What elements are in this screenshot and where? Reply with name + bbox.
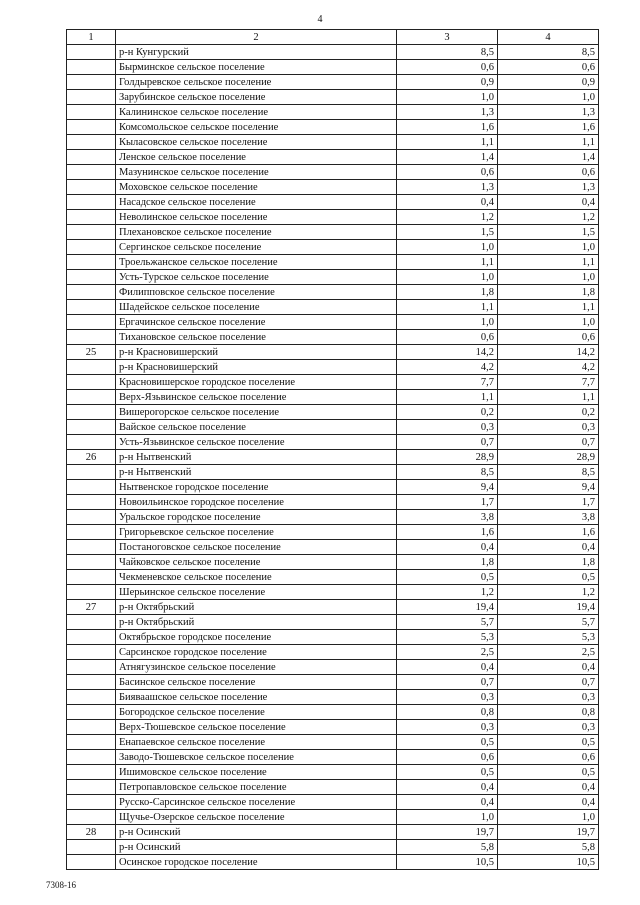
row-value-col3-cell: 10,5 [397, 855, 498, 870]
row-value-col3-cell: 1,2 [397, 585, 498, 600]
row-number-cell [67, 780, 116, 795]
row-value-col3-cell: 0,7 [397, 435, 498, 450]
row-value-col4-cell: 0,6 [498, 750, 599, 765]
row-value-col3-cell: 19,7 [397, 825, 498, 840]
row-value-col4-cell: 0,5 [498, 765, 599, 780]
table-row [67, 390, 599, 405]
table-row [67, 225, 599, 240]
row-name-cell: Плехановское сельское поселение [116, 225, 397, 240]
row-number-cell [67, 225, 116, 240]
row-number-cell [67, 510, 116, 525]
row-value-col3-cell: 1,1 [397, 255, 498, 270]
row-name-cell: Зарубинское сельское поселение [116, 90, 397, 105]
header-row [67, 30, 599, 45]
row-number-cell [67, 315, 116, 330]
row-number-cell [67, 60, 116, 75]
row-name-cell: Тихановское сельское поселение [116, 330, 397, 345]
row-value-col4-cell: 0,6 [498, 330, 599, 345]
row-value-col3-cell: 5,8 [397, 840, 498, 855]
row-number-cell [67, 285, 116, 300]
row-value-col3-cell: 5,7 [397, 615, 498, 630]
row-name-cell: Насадское сельское поселение [116, 195, 397, 210]
row-name-cell: Шерьинское сельское поселение [116, 585, 397, 600]
row-value-col4-cell: 0,3 [498, 720, 599, 735]
row-name-cell: Троельжанское сельское поселение [116, 255, 397, 270]
row-number-cell [67, 150, 116, 165]
table-row [67, 720, 599, 735]
row-value-col4-cell: 1,1 [498, 390, 599, 405]
row-name-cell: Нытвенское городское поселение [116, 480, 397, 495]
table-row [67, 45, 599, 60]
row-value-col3-cell: 5,3 [397, 630, 498, 645]
row-number-cell [67, 630, 116, 645]
row-number-cell: 25 [67, 345, 116, 360]
row-value-col4-cell: 0,5 [498, 570, 599, 585]
header-col-3: 3 [397, 30, 498, 45]
table-row [67, 840, 599, 855]
row-value-col3-cell: 0,6 [397, 165, 498, 180]
row-name-cell: Голдыревское сельское поселение [116, 75, 397, 90]
table-row [67, 465, 599, 480]
row-name-cell: Калининское сельское поселение [116, 105, 397, 120]
row-name-cell: Григорьевское сельское поселение [116, 525, 397, 540]
header-col-1: 1 [67, 30, 116, 45]
row-value-col3-cell: 0,9 [397, 75, 498, 90]
row-number-cell [67, 420, 116, 435]
row-name-cell: Неволинское сельское поселение [116, 210, 397, 225]
table-row [67, 780, 599, 795]
row-number-cell [67, 45, 116, 60]
row-name-cell: Енапаевское сельское поселение [116, 735, 397, 750]
row-value-col4-cell: 0,3 [498, 690, 599, 705]
table-row [67, 165, 599, 180]
row-value-col4-cell: 0,4 [498, 795, 599, 810]
row-name-cell: р-н Красновишерский [116, 360, 397, 375]
row-value-col4-cell: 0,6 [498, 60, 599, 75]
table-row [67, 825, 599, 840]
row-value-col4-cell: 1,1 [498, 300, 599, 315]
row-value-col4-cell: 5,8 [498, 840, 599, 855]
row-value-col4-cell: 0,7 [498, 435, 599, 450]
row-number-cell [67, 675, 116, 690]
table-row [67, 435, 599, 450]
row-name-cell: Осинское городское поселение [116, 855, 397, 870]
table-row [67, 360, 599, 375]
row-value-col3-cell: 1,1 [397, 135, 498, 150]
row-name-cell: Усть-Турское сельское поселение [116, 270, 397, 285]
row-name-cell: Постаноговское сельское поселение [116, 540, 397, 555]
row-number-cell [67, 540, 116, 555]
header-col-4: 4 [498, 30, 599, 45]
row-name-cell: Чекменевское сельское поселение [116, 570, 397, 585]
row-value-col3-cell: 0,4 [397, 780, 498, 795]
table-row [67, 255, 599, 270]
row-value-col4-cell: 1,4 [498, 150, 599, 165]
row-value-col4-cell: 1,0 [498, 315, 599, 330]
footer-code: 7308-16 [46, 880, 76, 890]
table-row [67, 300, 599, 315]
row-number-cell [67, 135, 116, 150]
row-value-col4-cell: 0,4 [498, 780, 599, 795]
row-name-cell: Сарсинское городское поселение [116, 645, 397, 660]
table-row [67, 660, 599, 675]
row-value-col4-cell: 0,7 [498, 675, 599, 690]
row-name-cell: Чайковское сельское поселение [116, 555, 397, 570]
header-col-2: 2 [116, 30, 397, 45]
row-name-cell: Сергинское сельское поселение [116, 240, 397, 255]
row-value-col4-cell: 3,8 [498, 510, 599, 525]
row-value-col4-cell: 1,5 [498, 225, 599, 240]
row-number-cell [67, 765, 116, 780]
table-row [67, 315, 599, 330]
row-value-col4-cell: 5,7 [498, 615, 599, 630]
row-name-cell: Вишерогорское сельское поселение [116, 405, 397, 420]
row-value-col3-cell: 1,1 [397, 390, 498, 405]
row-value-col3-cell: 1,6 [397, 120, 498, 135]
row-number-cell [67, 690, 116, 705]
row-name-cell: Новоильинское городское поселение [116, 495, 397, 510]
row-value-col3-cell: 0,4 [397, 540, 498, 555]
row-name-cell: Басинское сельское поселение [116, 675, 397, 690]
row-value-col3-cell: 1,8 [397, 285, 498, 300]
row-name-cell: Верх-Тюшевское сельское поселение [116, 720, 397, 735]
row-name-cell: Заводо-Тюшевское сельское поселение [116, 750, 397, 765]
row-number-cell [67, 240, 116, 255]
row-number-cell [67, 270, 116, 285]
table-row [67, 630, 599, 645]
row-name-cell: р-н Кунгурский [116, 45, 397, 60]
row-value-col3-cell: 0,4 [397, 660, 498, 675]
row-name-cell: Мазунинское сельское поселение [116, 165, 397, 180]
table-row [67, 60, 599, 75]
row-number-cell [67, 480, 116, 495]
row-name-cell: Усть-Язьвинское сельское поселение [116, 435, 397, 450]
row-number-cell: 26 [67, 450, 116, 465]
row-value-col4-cell: 4,2 [498, 360, 599, 375]
row-value-col4-cell: 1,3 [498, 105, 599, 120]
row-name-cell: Вайское сельское поселение [116, 420, 397, 435]
row-value-col3-cell: 1,0 [397, 270, 498, 285]
table-row [67, 765, 599, 780]
page-number: 4 [317, 14, 323, 25]
row-value-col3-cell: 0,3 [397, 420, 498, 435]
row-value-col3-cell: 1,7 [397, 495, 498, 510]
table-row [67, 525, 599, 540]
table-row [67, 570, 599, 585]
row-value-col3-cell: 1,8 [397, 555, 498, 570]
row-value-col4-cell: 1,0 [498, 240, 599, 255]
row-name-cell: р-н Октябрьский [116, 615, 397, 630]
row-name-cell: Бырминское сельское поселение [116, 60, 397, 75]
row-value-col3-cell: 14,2 [397, 345, 498, 360]
table-row [67, 375, 599, 390]
table-row [67, 600, 599, 615]
table-row [67, 795, 599, 810]
row-value-col3-cell: 1,6 [397, 525, 498, 540]
row-value-col3-cell: 0,2 [397, 405, 498, 420]
row-name-cell: Русско-Сарсинское сельское поселение [116, 795, 397, 810]
row-name-cell: Октябрьское городское поселение [116, 630, 397, 645]
table-row [67, 105, 599, 120]
row-number-cell [67, 300, 116, 315]
table-row [67, 750, 599, 765]
row-value-col4-cell: 14,2 [498, 345, 599, 360]
row-value-col4-cell: 10,5 [498, 855, 599, 870]
row-value-col3-cell: 1,4 [397, 150, 498, 165]
row-name-cell: Моховское сельское поселение [116, 180, 397, 195]
row-number-cell: 28 [67, 825, 116, 840]
row-number-cell [67, 360, 116, 375]
row-value-col3-cell: 1,5 [397, 225, 498, 240]
row-value-col4-cell: 0,8 [498, 705, 599, 720]
row-name-cell: р-н Нытвенский [116, 465, 397, 480]
row-value-col3-cell: 3,8 [397, 510, 498, 525]
row-value-col4-cell: 0,4 [498, 195, 599, 210]
row-value-col4-cell: 1,1 [498, 135, 599, 150]
row-number-cell [67, 615, 116, 630]
row-name-cell: р-н Осинский [116, 825, 397, 840]
row-value-col4-cell: 8,5 [498, 45, 599, 60]
row-number-cell [67, 840, 116, 855]
row-number-cell [67, 570, 116, 585]
row-name-cell: Ишимовское сельское поселение [116, 765, 397, 780]
row-value-col3-cell: 0,8 [397, 705, 498, 720]
row-value-col4-cell: 1,0 [498, 810, 599, 825]
row-value-col3-cell: 0,5 [397, 735, 498, 750]
row-value-col3-cell: 9,4 [397, 480, 498, 495]
row-number-cell [67, 105, 116, 120]
table-row [67, 810, 599, 825]
row-value-col4-cell: 19,7 [498, 825, 599, 840]
row-value-col4-cell: 1,6 [498, 525, 599, 540]
row-value-col3-cell: 0,3 [397, 690, 498, 705]
table-row [67, 480, 599, 495]
row-value-col3-cell: 28,9 [397, 450, 498, 465]
row-name-cell: р-н Октябрьский [116, 600, 397, 615]
row-name-cell: Шадейское сельское поселение [116, 300, 397, 315]
row-number-cell [67, 195, 116, 210]
table-row [67, 420, 599, 435]
table-row [67, 150, 599, 165]
table-row [67, 240, 599, 255]
table-row [67, 405, 599, 420]
row-number-cell [67, 375, 116, 390]
row-value-col3-cell: 1,1 [397, 300, 498, 315]
row-number-cell [67, 210, 116, 225]
table-row [67, 540, 599, 555]
table-row [67, 585, 599, 600]
table-row [67, 510, 599, 525]
row-value-col3-cell: 8,5 [397, 465, 498, 480]
table-row [67, 330, 599, 345]
row-number-cell [67, 810, 116, 825]
row-number-cell [67, 90, 116, 105]
table-row [67, 690, 599, 705]
row-number-cell [67, 660, 116, 675]
row-value-col3-cell: 2,5 [397, 645, 498, 660]
table-body [67, 45, 599, 870]
row-value-col4-cell: 19,4 [498, 600, 599, 615]
row-number-cell [67, 645, 116, 660]
row-value-col3-cell: 0,3 [397, 720, 498, 735]
row-number-cell [67, 165, 116, 180]
row-value-col3-cell: 0,6 [397, 330, 498, 345]
row-value-col3-cell: 19,4 [397, 600, 498, 615]
row-number-cell [67, 180, 116, 195]
table-row [67, 675, 599, 690]
row-value-col3-cell: 1,0 [397, 90, 498, 105]
row-name-cell: Филипповское сельское поселение [116, 285, 397, 300]
row-value-col4-cell: 1,8 [498, 285, 599, 300]
table-row [67, 210, 599, 225]
row-value-col4-cell: 28,9 [498, 450, 599, 465]
row-name-cell: Красновишерское городское поселение [116, 375, 397, 390]
table-header [67, 30, 599, 45]
row-value-col4-cell: 1,6 [498, 120, 599, 135]
row-value-col3-cell: 1,0 [397, 810, 498, 825]
row-value-col3-cell: 7,7 [397, 375, 498, 390]
row-value-col4-cell: 1,1 [498, 255, 599, 270]
row-name-cell: р-н Осинский [116, 840, 397, 855]
row-value-col4-cell: 1,2 [498, 210, 599, 225]
table-row [67, 285, 599, 300]
table-row [67, 195, 599, 210]
row-value-col3-cell: 1,3 [397, 105, 498, 120]
row-name-cell: Атнягузинское сельское поселение [116, 660, 397, 675]
row-value-col3-cell: 0,5 [397, 570, 498, 585]
row-name-cell: Верх-Язьвинское сельское поселение [116, 390, 397, 405]
row-value-col4-cell: 0,4 [498, 660, 599, 675]
row-value-col4-cell: 1,3 [498, 180, 599, 195]
row-number-cell [67, 795, 116, 810]
row-value-col3-cell: 1,3 [397, 180, 498, 195]
row-value-col4-cell: 7,7 [498, 375, 599, 390]
row-number-cell [67, 435, 116, 450]
row-value-col3-cell: 0,5 [397, 765, 498, 780]
row-name-cell: Кыласовское сельское поселение [116, 135, 397, 150]
table-row [67, 705, 599, 720]
row-number-cell [67, 390, 116, 405]
table-row [67, 90, 599, 105]
row-number-cell [67, 120, 116, 135]
row-number-cell [67, 465, 116, 480]
row-number-cell: 27 [67, 600, 116, 615]
row-number-cell [67, 525, 116, 540]
row-value-col4-cell: 1,0 [498, 270, 599, 285]
row-number-cell [67, 750, 116, 765]
row-value-col3-cell: 1,0 [397, 240, 498, 255]
row-name-cell: Петропавловское сельское поселение [116, 780, 397, 795]
row-number-cell [67, 75, 116, 90]
row-value-col4-cell: 5,3 [498, 630, 599, 645]
row-value-col3-cell: 0,7 [397, 675, 498, 690]
row-value-col4-cell: 0,5 [498, 735, 599, 750]
row-value-col4-cell: 1,8 [498, 555, 599, 570]
row-name-cell: Бияваашское сельское поселение [116, 690, 397, 705]
row-value-col4-cell: 9,4 [498, 480, 599, 495]
row-number-cell [67, 405, 116, 420]
table-row [67, 135, 599, 150]
allocation-table [66, 29, 599, 870]
row-value-col4-cell: 0,6 [498, 165, 599, 180]
row-name-cell: Ленское сельское поселение [116, 150, 397, 165]
row-value-col3-cell: 0,4 [397, 795, 498, 810]
row-value-col4-cell: 0,9 [498, 75, 599, 90]
table-row [67, 645, 599, 660]
table-row [67, 120, 599, 135]
row-name-cell: Богородское сельское поселение [116, 705, 397, 720]
table-row [67, 345, 599, 360]
row-value-col3-cell: 1,0 [397, 315, 498, 330]
table-row [67, 615, 599, 630]
table-row [67, 180, 599, 195]
row-value-col4-cell: 2,5 [498, 645, 599, 660]
row-number-cell [67, 330, 116, 345]
row-name-cell: р-н Красновишерский [116, 345, 397, 360]
row-value-col3-cell: 0,6 [397, 60, 498, 75]
row-value-col4-cell: 0,2 [498, 405, 599, 420]
row-number-cell [67, 705, 116, 720]
table-row [67, 555, 599, 570]
row-value-col4-cell: 0,3 [498, 420, 599, 435]
row-value-col4-cell: 1,0 [498, 90, 599, 105]
row-value-col3-cell: 4,2 [397, 360, 498, 375]
row-number-cell [67, 855, 116, 870]
table-row [67, 495, 599, 510]
row-number-cell [67, 255, 116, 270]
row-value-col4-cell: 1,2 [498, 585, 599, 600]
row-name-cell: Щучье-Озерское сельское поселение [116, 810, 397, 825]
row-number-cell [67, 735, 116, 750]
row-name-cell: Комсомольское сельское поселение [116, 120, 397, 135]
row-number-cell [67, 555, 116, 570]
row-value-col3-cell: 8,5 [397, 45, 498, 60]
row-number-cell [67, 495, 116, 510]
table-row [67, 855, 599, 870]
row-value-col4-cell: 0,4 [498, 540, 599, 555]
row-name-cell: Уральское городское поселение [116, 510, 397, 525]
row-value-col3-cell: 1,2 [397, 210, 498, 225]
table-row [67, 450, 599, 465]
row-number-cell [67, 585, 116, 600]
row-number-cell [67, 720, 116, 735]
table-row [67, 270, 599, 285]
row-name-cell: р-н Нытвенский [116, 450, 397, 465]
row-value-col4-cell: 8,5 [498, 465, 599, 480]
row-name-cell: Ергачинское сельское поселение [116, 315, 397, 330]
table-row [67, 75, 599, 90]
row-value-col3-cell: 0,4 [397, 195, 498, 210]
row-value-col4-cell: 1,7 [498, 495, 599, 510]
table-row [67, 735, 599, 750]
row-value-col3-cell: 0,6 [397, 750, 498, 765]
